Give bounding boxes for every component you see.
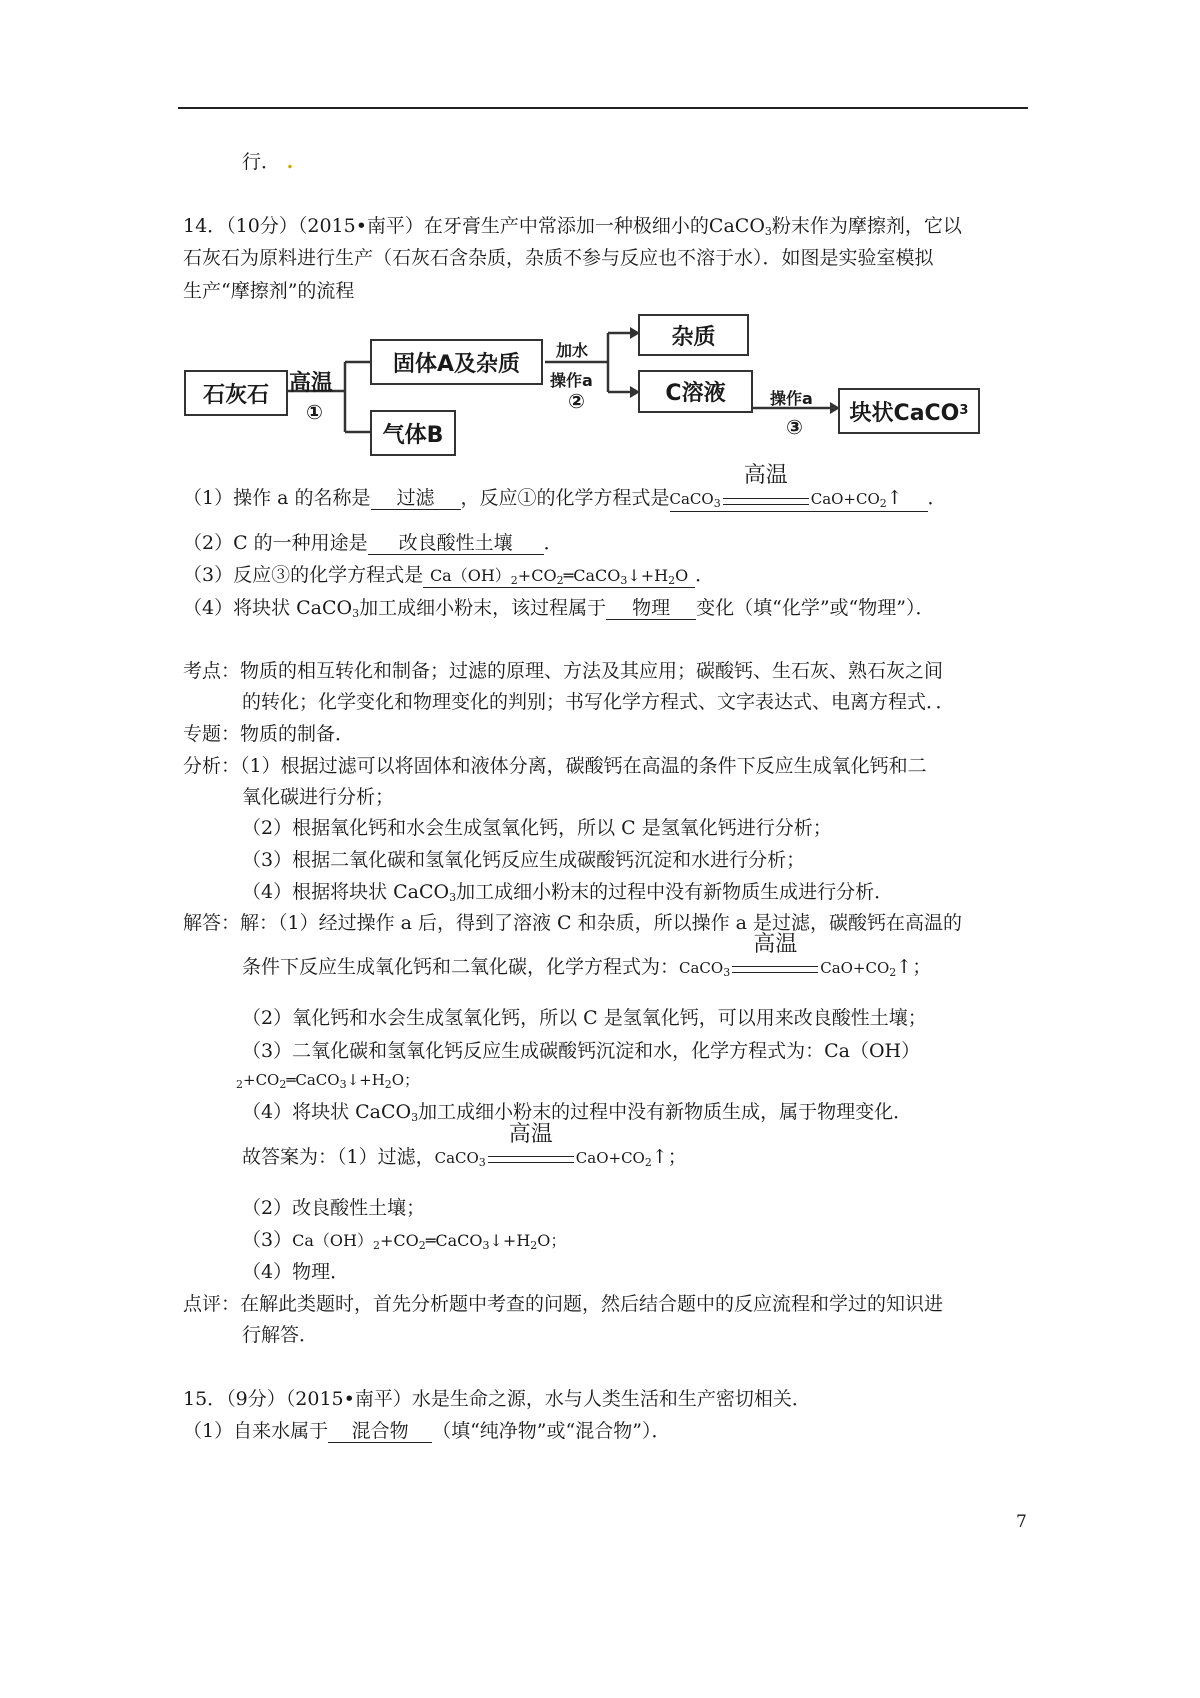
jieda-line6: （4）将块状 CaCO$_3$加工成细小粉末的过程中没有新物质生成，属于物理变化． <box>242 1101 913 1124</box>
step3-label: ③ <box>786 415 803 439</box>
q15-part1: （1）自来水属于 混合物 （填“纯净物”或“混合物”）． <box>183 1420 671 1442</box>
q14-part4: （4）将块状 CaCO$_3$加工成细小粉末，该过程属于 物理 变化（填“化学”或“物理”）． <box>183 597 935 620</box>
fenxi-line2: 氧化碳进行分析； <box>242 786 395 808</box>
flow-connectors <box>0 0 1200 460</box>
q14-stem-line1: 14．（10分）（2015•南平）在牙膏生产中常添加一种极细小的CaCO$_3$粉末作为摩擦剂，它以 <box>183 215 962 238</box>
answer-blank: 物理 <box>606 597 696 620</box>
dianping-line1: 点评：在解此类题时，首先分析题中考查的问题，然后结合题中的反应流程和学过的知识进 <box>183 1293 944 1315</box>
answer-blank-equation: $Ca(OH)_2+CO_2═CaCO_3↓+H_2O$ <box>423 565 695 588</box>
dianping-line2: 行解答． <box>242 1324 319 1346</box>
jieda-line3: （2）氧化钙和水会生成氢氧化钙，所以 C 是氢氧化钙，可以用来改良酸性土壤； <box>242 1007 927 1029</box>
kaodian-line2: 的转化；化学变化和物理变化的判别；书写化学方程式、文字表达式、电离方程式．． <box>242 691 955 713</box>
q14-part1: （1）操作 a 的名称是 过滤 ，反应①的化学方程式是CaCO$_3$ 高温 $CaO+CO_2↑$ ． <box>183 463 947 510</box>
answer-blank: 改良酸性土壤 <box>368 532 544 555</box>
q14-stem-line2: 石灰石为原料进行生产（石灰石含杂质，杂质不参与反应也不溶于水）．如图是实验室模拟 <box>183 247 934 269</box>
answer-blank: 混合物 <box>328 1420 432 1443</box>
step1-label: ① <box>306 400 323 424</box>
answer-line2: （2）改良酸性土壤； <box>242 1197 426 1219</box>
solution-c-box: C溶液 <box>638 370 753 413</box>
step2-label: ② <box>568 389 585 413</box>
q14-part2: （2）C 的一种用途是 改良酸性土壤 ． <box>183 532 563 554</box>
op-a2-label: 操作a <box>770 389 813 408</box>
fenxi-line3: （2）根据氧化钙和水会生成氢氧化钙，所以 C 是氢氧化钙进行分析； <box>242 817 832 839</box>
q14-stem-line3: 生产“摩擦剂”的流程 <box>183 280 355 302</box>
solid-a-box: 固体A及杂质 <box>370 339 543 385</box>
block-caco3-box: 块状CaCO 3 <box>838 388 980 434</box>
gas-b-box: 气体B <box>370 410 456 456</box>
continued-line: 行． . <box>242 151 294 173</box>
q14-part3: （3）反应③的化学方程式是 $Ca(OH)_2+CO_2═CaCO_3↓+H_2O$ ． <box>183 564 715 587</box>
op-a-label: 操作a <box>550 371 593 390</box>
answer-blank-equation: CaCO$_3$ 高温 $CaO+CO_2↑$ <box>670 487 928 512</box>
answer-blank: 过滤 <box>371 487 461 510</box>
zhuanti-line: 专题：物质的制备． <box>183 723 355 745</box>
high-temp-label: 高温 <box>289 371 334 396</box>
jieda-line4: （3）二氧化碳和氢氧化钙反应生成碳酸钙沉淀和水，化学方程式为：Ca（OH） <box>242 1040 921 1062</box>
kaodian-line1: 考点：物质的相互转化和制备；过滤的原理、方法及其应用；碳酸钙、生石灰、熟石灰之间 <box>183 660 944 682</box>
fenxi-line1: 分析：（1）根据过滤可以将固体和液体分离，碳酸钙在高温的条件下反应生成氧化钙和二 <box>183 755 927 777</box>
jieda-line2: 条件下反应生成氧化钙和二氧化碳，化学方程式为：CaCO$_3$ 高温 $CaO+CO_2↑$； <box>242 932 932 979</box>
answer-line1: 故答案为：（1）过滤，CaCO$_3$ 高温 $CaO+CO_2↑$； <box>242 1122 687 1169</box>
fenxi-line5: （4）根据将块状 CaCO$_3$加工成细小粉末的过程中没有新物质生成进行分析． <box>242 881 894 904</box>
jieda-line5: $_2+CO_2═CaCO_3↓+H_2O$； <box>236 1071 420 1091</box>
page-number: 7 <box>1016 1512 1027 1532</box>
fenxi-line4: （3）根据二氧化碳和氢氧化钙反应生成碳酸钙沉淀和水进行分析； <box>242 849 806 871</box>
answer-line4: （4）物理． <box>242 1261 350 1283</box>
decorative-dot: . <box>280 151 294 173</box>
q15-stem: 15．（9分）（2015•南平）水是生命之源，水与人类生活和生产密切相关． <box>183 1388 811 1410</box>
impurity-box: 杂质 <box>638 314 749 356</box>
add-water-label: 加水 <box>556 341 589 360</box>
limestone-box: 石灰石 <box>184 370 288 416</box>
answer-line3: $(3)Ca(OH)_2+CO_2═CaCO_3↓+H_2O$； <box>242 1229 567 1252</box>
jieda-line1: 解答：解：（1）经过操作 a 后，得到了溶液 C 和杂质，所以操作 a 是过滤，碳酸钙在高温的 <box>183 912 963 934</box>
